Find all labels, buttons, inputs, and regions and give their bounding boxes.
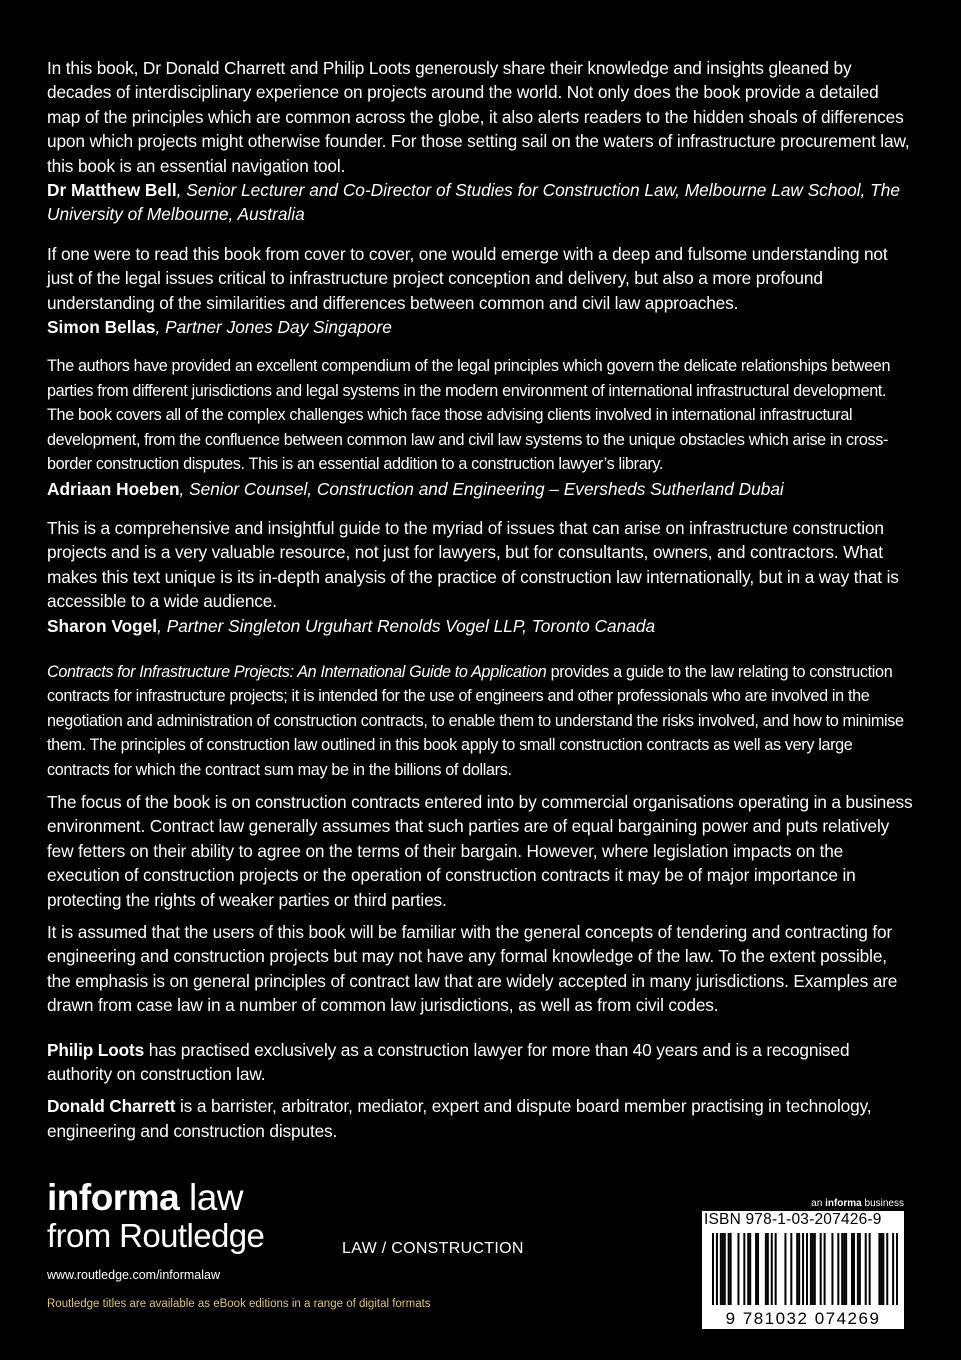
barcode-bars-icon (712, 1233, 898, 1305)
barcode-block (702, 1198, 904, 1329)
barcode-bar (892, 1233, 894, 1305)
reviewer-name: Sharon Vogel (47, 615, 158, 636)
barcode-bar (790, 1233, 792, 1305)
reviewer-role: , Partner Jones Day Singapore (155, 317, 392, 338)
description-paragraph (47, 660, 913, 782)
logo-informa: informa (47, 1177, 180, 1218)
barcode-bar (712, 1233, 714, 1305)
ebook-note: Routledge titles are available as eBook editions in a range of digital formats (47, 1298, 431, 1310)
barcode-bar (831, 1233, 833, 1305)
barcode-bar (859, 1233, 861, 1305)
barcode-bar (886, 1233, 888, 1305)
barcode-bar (724, 1233, 726, 1305)
author-bio-text: is a barrister, arbitrator, mediator, expert and dispute board member practising in technology, engineering and construction disputes. (47, 1096, 872, 1141)
barcode-bar (716, 1233, 718, 1305)
author-bio-text: has practised exclusively as a construction lawyer for more than 40 years and is a recognised authority on construction law. (47, 1039, 850, 1085)
barcode-bar (771, 1233, 773, 1305)
informa-business-label: an informa business (811, 1198, 904, 1209)
barcode-bar (747, 1233, 749, 1305)
review-attribution (47, 477, 913, 501)
reviewer-role: , Senior Counsel, Construction and Engineering – Eversheds Sutherland Dubai (179, 478, 784, 499)
barcode (702, 1211, 904, 1329)
barcode-bar (853, 1233, 855, 1305)
barcode-bar (728, 1233, 730, 1305)
barcode-bar (882, 1233, 884, 1305)
isbn-label: ISBN 978-1-03-207426-9 (704, 1211, 882, 1228)
author-bio (47, 1094, 913, 1143)
description-text: provides a guide to the law relating to construction contracts for infrastructure projects; it is intended for the use of engineers and other professionals who are involved in the negotiation and administration of construction contracts, to enable them to understand the risks involved, and how to minimise them. The principles of construction law outlined in this book apply to small construction contracts as well as very large contracts for which the contract sum may be in the billions of dollars. (47, 662, 904, 779)
barcode-bar (843, 1233, 845, 1305)
author-bio (47, 1038, 913, 1087)
barcode-bar (802, 1233, 804, 1305)
review-text: If one were to read this book from cover to cover, one would emerge with a deep and fulsome understanding not just of the legal issues critical to infrastructure project conception and delivery, but also a more profound understanding of the similarities and differences between common and civil law approaches. (47, 243, 888, 313)
barcode-bar (812, 1233, 814, 1305)
publisher-website[interactable]: www.routledge.com/informalaw (47, 1268, 220, 1282)
logo-routledge: from Routledge (47, 1217, 265, 1254)
review-text: In this book, Dr Donald Charrett and Philip Loots generously share their knowledge and insights gleaned by decades of interdisciplinary experience on projects around the world. Not only does the book provide a detailed map of the principles which are common across the globe, it also alerts readers to the hidden shoals of differences upon which projects might otherwise founder. For those setting sail on the waters of infrastructure procurement law, this book is an essential navigation tool. (47, 58, 910, 176)
review-attribution (47, 315, 913, 339)
reviewer-role: , Partner Singleton Urguhart Renolds Vogel LLP, Toronto Canada (157, 615, 656, 636)
barcode-bar (814, 1233, 816, 1305)
barcode-bar (841, 1233, 843, 1305)
barcode-bar (798, 1233, 800, 1305)
review-attribution (47, 614, 913, 638)
barcode-bar (880, 1233, 882, 1305)
reviewer-name: Adriaan Hoeben (47, 478, 180, 499)
subject-category: LAW / CONSTRUCTION (342, 1240, 524, 1257)
barcode-bar (837, 1233, 839, 1305)
review-text: This is a comprehensive and insightful guide to the myriad of issues that can arise on infrastructure construction projects and is a very valuable resource, not just for lawyers, but for consultants, owners, and contractors. What makes this text unique is its in-depth analysis of the practice of construction law internationally, but in a way that is accessible to a wide audience. (47, 517, 899, 612)
barcode-bar (810, 1233, 812, 1305)
reviewer-name: Dr Matthew Bell (47, 180, 177, 201)
barcode-bar (865, 1233, 867, 1305)
barcode-bar (749, 1233, 751, 1305)
barcode-bar (824, 1233, 826, 1305)
barcode-bar (845, 1233, 847, 1305)
barcode-bar (896, 1233, 898, 1305)
logo-law: law (179, 1177, 243, 1218)
barcode-bar (757, 1233, 759, 1305)
barcode-bar (784, 1233, 786, 1305)
author-name: Donald Charrett (47, 1096, 176, 1117)
barcode-bar (857, 1233, 859, 1305)
review-attribution (47, 178, 913, 227)
barcode-bar (851, 1233, 853, 1305)
description-paragraph: The focus of the book is on construction contracts entered into by commercial organisations operating in a business environment. Contract law generally assumes that such parties are of equal bargaining power and puts relatively few fetters on their ability to agree on the terms of their bargain. However, where legislation impacts on the execution of construction projects or the operation of construction contracts it may be of major importance in protecting the rights of weaker parties or third parties. (47, 791, 913, 910)
barcode-bar (878, 1233, 880, 1305)
barcode-bar (755, 1233, 757, 1305)
barcode-bar (737, 1233, 739, 1305)
reviewer-name: Simon Bellas (47, 317, 156, 338)
barcode-bar (767, 1233, 769, 1305)
barcode-bar (765, 1233, 767, 1305)
ean-digits: 9 781032 074269 (725, 1309, 881, 1328)
barcode-bar (820, 1233, 822, 1305)
barcode-bar (743, 1233, 745, 1305)
barcode-bar (796, 1233, 798, 1305)
publisher-logo (47, 1178, 264, 1282)
barcode-bar (720, 1233, 722, 1305)
review-text: The authors have provided an excellent compendium of the legal principles which govern the delicate relationships between parties from different jurisdictions and legal systems in the modern environment of international infrastructural development. The book covers all of the complex challenges which face those advising clients involved in international infrastructural development, from the confluence between common law and civil law systems to the unique obstacles which arise in cross-border construction disputes. This is an essential addition to a construction lawyer’s library. (47, 357, 891, 474)
back-cover-text (47, 56, 913, 1143)
author-name: Philip Loots (47, 1039, 145, 1060)
book-title: Contracts for Infrastructure Projects: An International Guide to Application (47, 662, 547, 681)
barcode-bar (775, 1233, 777, 1305)
barcode-bar (730, 1233, 732, 1305)
description-paragraph: It is assumed that the users of this book will be familiar with the general concepts of tendering and contracting for engineering and construction projects but may not have any formal knowledge of the law. To the extent possible, the emphasis is on general principles of contract law that are widely accepted in many jurisdictions. Examples are drawn from case law in a number of common law jurisdictions, as well as from civil codes. (47, 922, 898, 1016)
barcode-bar (869, 1233, 871, 1305)
barcode-bar (806, 1233, 808, 1305)
reviewer-role: , Senior Lecturer and Co-Director of Studies for Construction Law, Melbourne Law School, The University of Melbourne, Australia (47, 180, 900, 225)
barcode-bar (722, 1233, 724, 1305)
